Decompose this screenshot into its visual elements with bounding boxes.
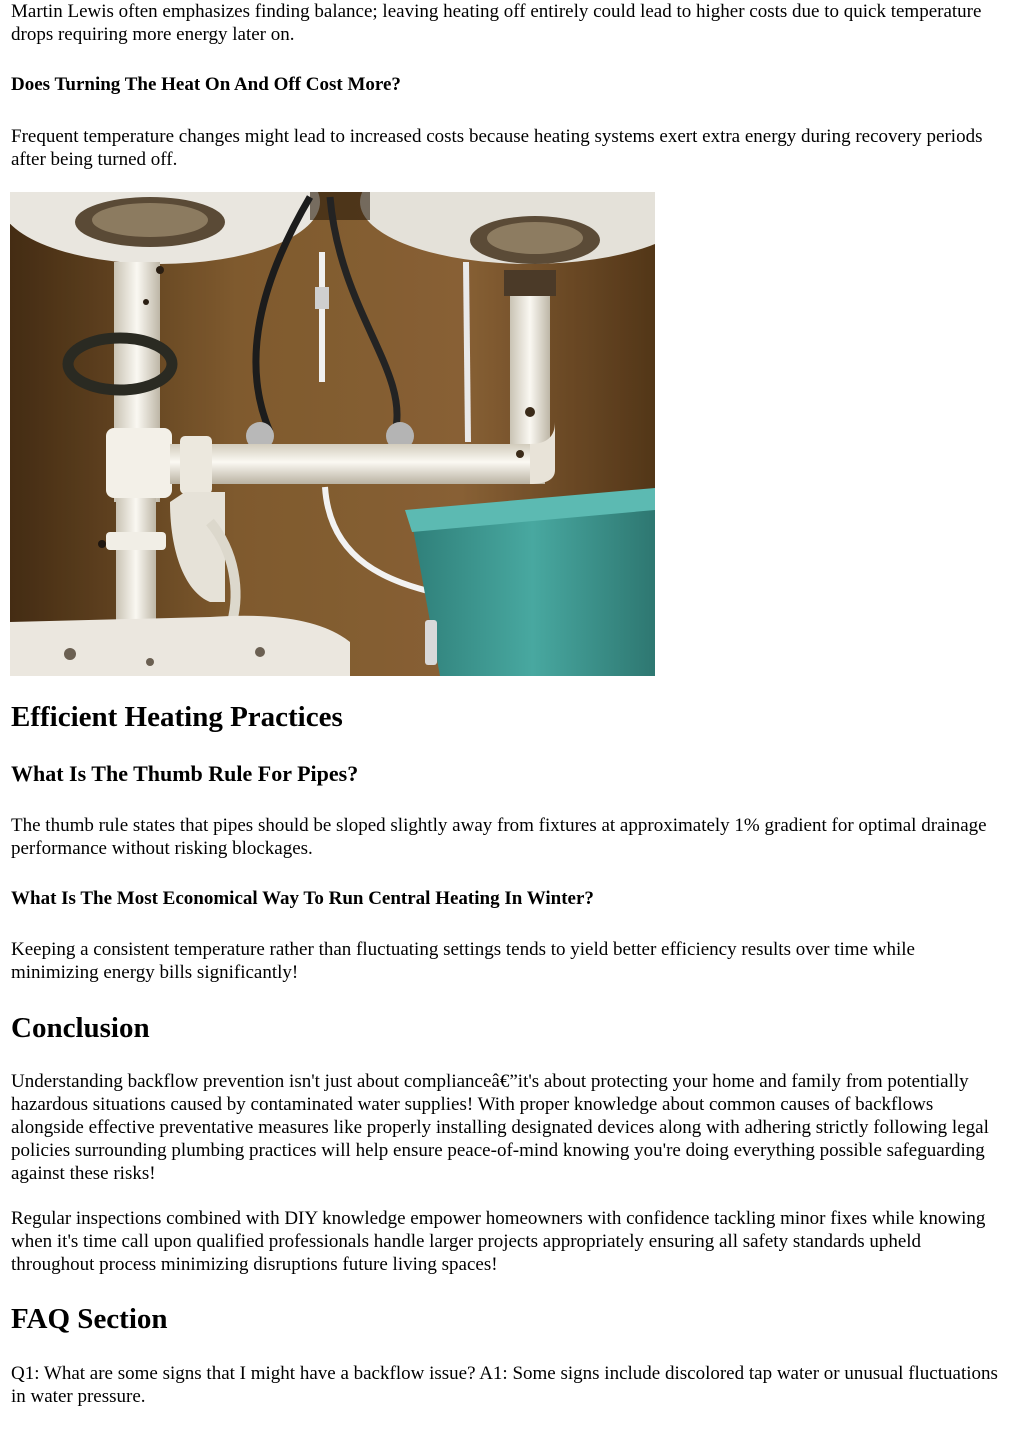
heat-on-off-answer: Frequent temperature changes might lead to increased costs because heating systems exert extra energy during recovery periods after being turned off. [11, 126, 983, 170]
faq-item-q1: Q1: What are some signs that I might have a backflow issue? A1: Some signs include discolored tap water or unusual fluctuations in water pressure. [11, 1363, 998, 1407]
heading-economical: What Is The Most Economical Way To Run Central Heating In Winter? [11, 888, 594, 909]
economical-answer: Keeping a consistent temperature rather than fluctuating settings tends to yield better efficiency results over time while minimizing energy bills significantly! [11, 939, 915, 983]
thumb-rule-answer: The thumb rule states that pipes should be sloped slightly away from fixtures at approximately 1% gradient for optimal drainage performance without risking blockages. [11, 815, 987, 859]
heading-heat-on-off: Does Turning The Heat On And Off Cost More? [11, 74, 401, 95]
intro-paragraph: Martin Lewis often emphasizes finding balance; leaving heating off entirely could lead to higher costs due to quick temperature drops requiring more energy later on. [11, 1, 982, 45]
conclusion-paragraph-1: Understanding backflow prevention isn't just about complianceâ€”it's about protecting your home and family from potentially hazardous situations caused by contaminated water supplies! With proper knowledge about common causes of backflows alongside effective preventative measures like properly installing designated devices along with adhering strictly following legal policies surrounding plumbing practices will help ensure peace-of-mind knowing you're doing everything possible safeguarding against these risks! [11, 1071, 989, 1184]
under-sink-plumbing-photo [10, 192, 655, 676]
heading-faq: FAQ Section [11, 1303, 168, 1335]
heading-conclusion: Conclusion [11, 1012, 150, 1044]
heading-thumb-rule: What Is The Thumb Rule For Pipes? [11, 761, 359, 786]
plumbing-illustration [10, 192, 655, 676]
conclusion-paragraph-2: Regular inspections combined with DIY knowledge empower homeowners with confidence tackling minor fixes while knowing when it's time call upon qualified professionals handle larger projects appropriately ensuring all safety standards upheld throughout process minimizing disruptions future living spaces! [11, 1208, 986, 1275]
heading-efficient-practices: Efficient Heating Practices [11, 701, 343, 733]
